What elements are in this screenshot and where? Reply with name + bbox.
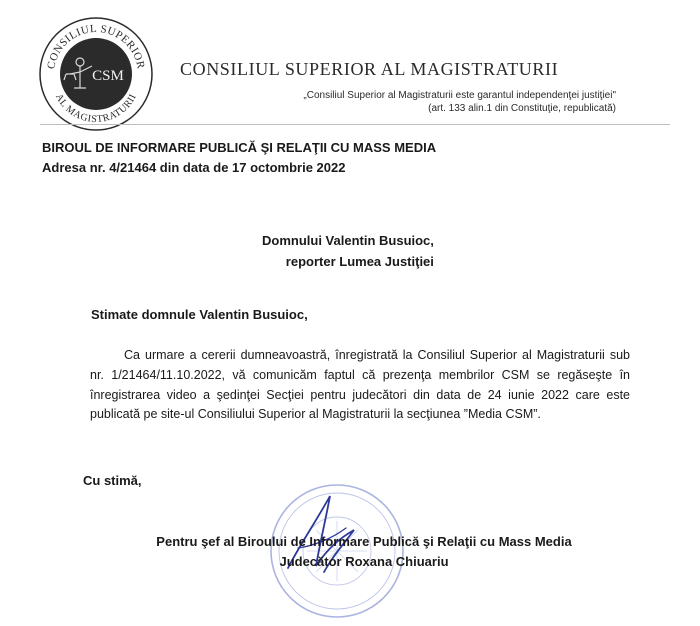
institution-motto	[303, 89, 616, 115]
signer-name: Judecător Roxana Chiuariu	[279, 554, 449, 569]
salutation: Stimate domnule Valentin Busuioc,	[91, 307, 308, 322]
motto-reference: (art. 133 alin.1 din Constituţie, republicată)	[428, 103, 616, 114]
recipient-block	[262, 230, 434, 272]
department-block	[42, 138, 436, 178]
letter-body: Ca urmare a cererii dumneavoastră, înregistrată la Consiliul Superior al Magistraturii sub nr. 1/21464/11.10.2022, vă comunicăm faptul că prezenţa membrilor CSM se regăseşte în înregistrarea video a şedinţei Secţiei pentru judecători din data de 24 iunie 2022 care este publicată pe site-ul Consiliului Superior al Magistraturii la secţiunea ”Media CSM”.	[90, 348, 630, 422]
recipient-title: reporter Lumea Justiţiei	[285, 254, 434, 269]
signer-role: Pentru şef al Biroului de Informare Publică şi Relaţii cu Mass Media	[156, 534, 572, 549]
signature-block	[134, 532, 594, 572]
csm-logo	[36, 14, 156, 134]
motto-quote: „Consiliul Superior al Magistraturii este garantul independenţei justiţiei"	[303, 90, 616, 101]
closing: Cu stimă,	[83, 473, 142, 488]
logo-ring-text-top: CONSILIUL SUPERIOR	[45, 22, 147, 71]
address-reference: Adresa nr. 4/21464 din data de 17 octombrie 2022	[42, 160, 346, 175]
logo-monogram: CSM	[92, 68, 124, 84]
logo-ring-text-bottom: AL MAGISTRATURII	[52, 92, 139, 126]
institution-name: CONSILIUL SUPERIOR AL MAGISTRATURII	[180, 59, 559, 79]
department-name: BIROUL DE INFORMARE PUBLICĂ ŞI RELAŢII CU MASS MEDIA	[42, 140, 437, 155]
header-divider	[40, 124, 670, 125]
recipient-name: Domnului Valentin Busuioc,	[262, 233, 434, 248]
